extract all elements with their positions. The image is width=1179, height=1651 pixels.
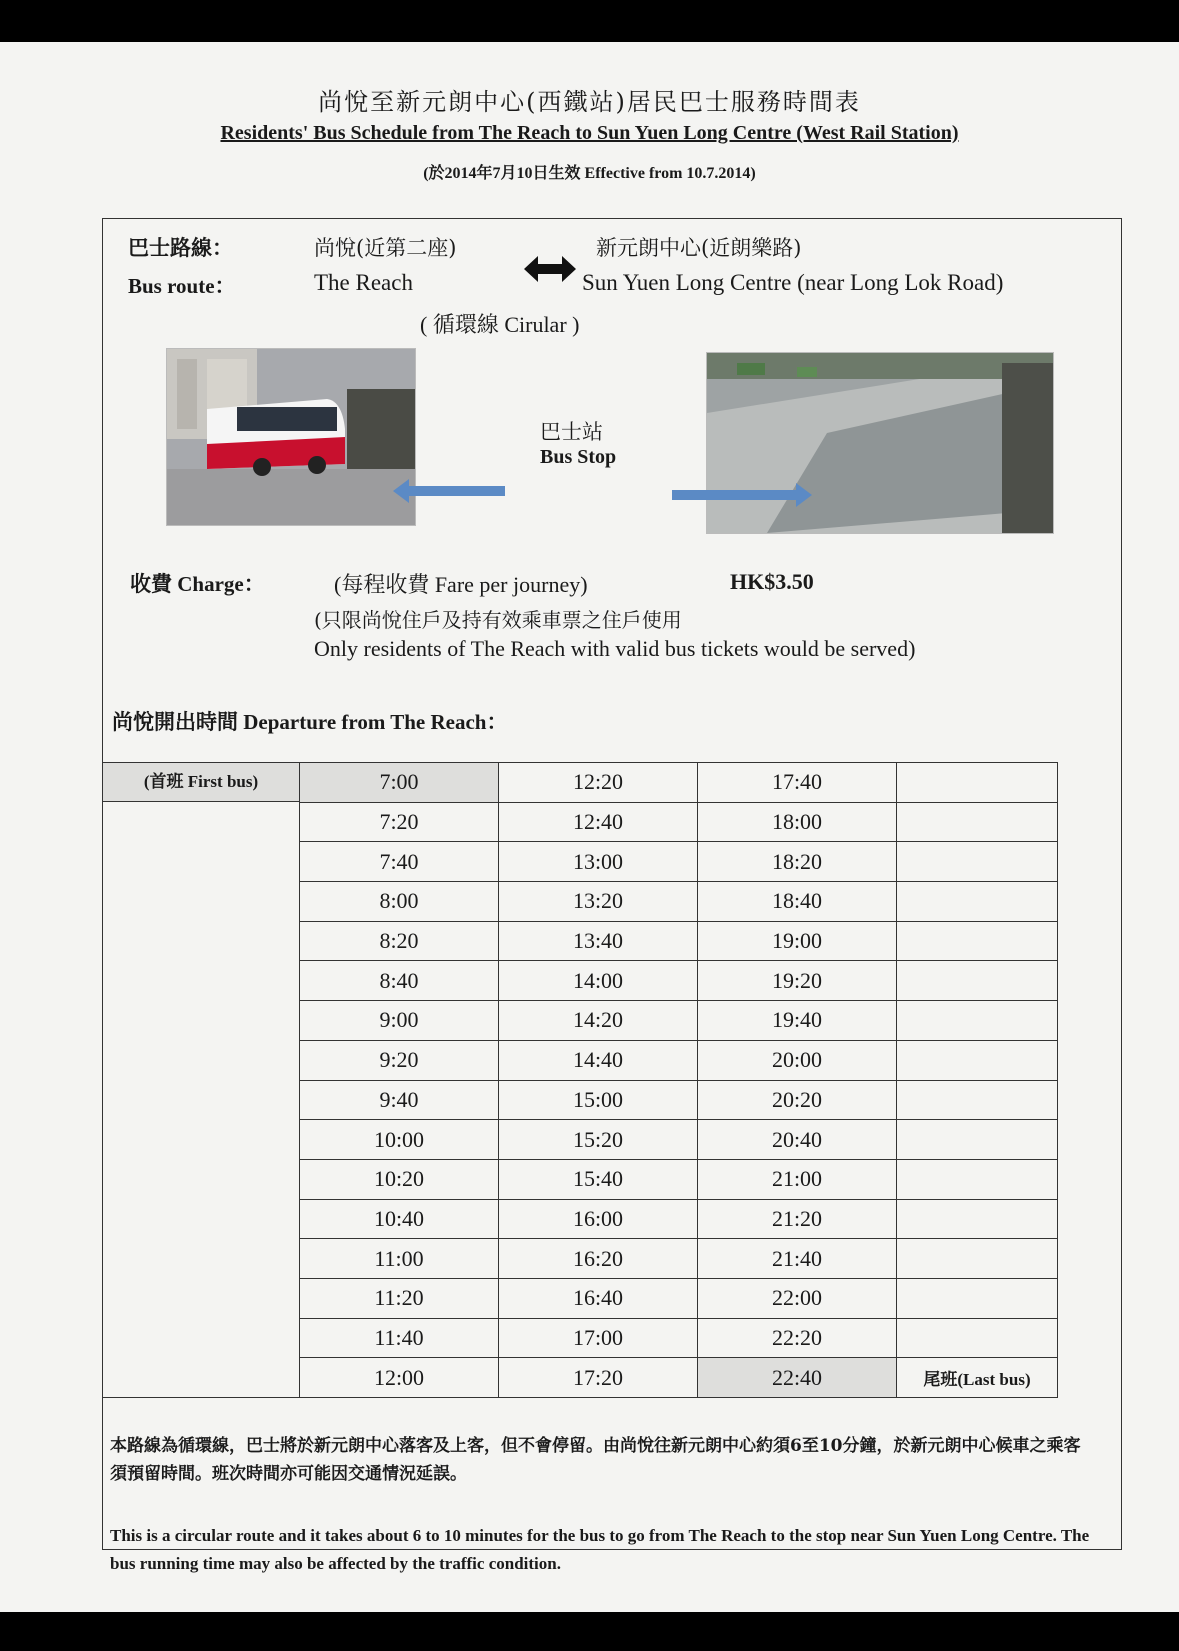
departure-heading: 尚悅開出時間 Departure from The Reach： <box>112 710 508 734</box>
departure-time-cell: 13:00 <box>499 842 698 882</box>
route-from-en: The Reach <box>314 270 413 295</box>
departure-time-cell: 8:00 <box>300 882 499 922</box>
departure-time-cell: 19:40 <box>698 1001 897 1041</box>
departure-time-cell: 17:40 <box>698 763 897 803</box>
route-from-zh: 尚悅(近第二座) <box>314 236 457 260</box>
bus-stop-label-zh: 巴士站 <box>540 420 603 444</box>
empty-cell <box>897 802 1058 842</box>
empty-cell <box>897 1199 1058 1239</box>
departure-time-cell: 14:00 <box>499 961 698 1001</box>
eligibility-note-en: Only residents of The Reach with valid bus tickets would be served) <box>314 636 916 661</box>
empty-cell <box>897 842 1058 882</box>
empty-cell <box>897 763 1058 803</box>
departure-time-cell: 15:20 <box>499 1120 698 1160</box>
departure-time-cell: 10:40 <box>300 1199 499 1239</box>
departure-time-cell: 22:20 <box>698 1318 897 1358</box>
empty-cell <box>897 1318 1058 1358</box>
empty-cell <box>897 961 1058 1001</box>
departure-time-cell: 15:40 <box>499 1159 698 1199</box>
empty-cell <box>897 882 1058 922</box>
departure-time-cell: 18:40 <box>698 882 897 922</box>
departure-time-cell: 9:40 <box>300 1080 499 1120</box>
title-english: Residents' Bus Schedule from The Reach to Sun Yuen Long Centre (West Rail Station) <box>220 122 959 144</box>
empty-cell <box>897 1080 1058 1120</box>
first-bus-column <box>103 763 300 1398</box>
departure-time-cell: 8:20 <box>300 921 499 961</box>
departure-time-cell: 8:40 <box>300 961 499 1001</box>
departure-time-cell: 17:20 <box>499 1358 698 1398</box>
route-label-zh: 巴士路線： <box>128 235 233 260</box>
departure-time-cell: 21:00 <box>698 1159 897 1199</box>
route-to-en: Sun Yuen Long Centre (near Long Lok Road) <box>582 270 1004 295</box>
departure-time-cell: 10:20 <box>300 1159 499 1199</box>
bus-photo <box>166 348 416 526</box>
empty-cell <box>897 1001 1058 1041</box>
fare-amount: HK$3.50 <box>730 569 814 594</box>
departure-time-cell: 18:00 <box>698 802 897 842</box>
eligibility-note-zh: (只限尚悅住戶及持有效乘車票之住戶使用 <box>314 608 682 632</box>
departure-time-cell: 19:20 <box>698 961 897 1001</box>
bus-stop-label-en: Bus Stop <box>540 446 617 468</box>
departure-time-cell: 10:00 <box>300 1120 499 1160</box>
departure-time-cell: 22:40 <box>698 1358 897 1398</box>
empty-cell <box>897 1120 1058 1160</box>
departure-time-cell: 20:40 <box>698 1120 897 1160</box>
fare-description: (每程收費 Fare per journey) <box>334 572 588 597</box>
empty-cell <box>897 1159 1058 1199</box>
route-circular: ( 循環線 Cirular ) <box>420 312 580 337</box>
departure-time-cell: 12:20 <box>499 763 698 803</box>
departure-time-cell: 20:00 <box>698 1040 897 1080</box>
empty-cell <box>897 1040 1058 1080</box>
departure-time-cell: 21:40 <box>698 1239 897 1279</box>
departure-time-cell: 14:40 <box>499 1040 698 1080</box>
departure-time-cell: 19:00 <box>698 921 897 961</box>
departure-time-cell: 11:40 <box>300 1318 499 1358</box>
footer-note-zh: 本路線為循環線，巴士將於新元朗中心落客及上客，但不會停留。由尚悅往新元朗中心約須6至10分鐘，於新元朗中心候車之乘客須預留時間。班次時間亦可能因交通情況延誤。 <box>110 1436 1081 1484</box>
table-row <box>103 763 1058 803</box>
route-label-en: Bus route： <box>128 274 236 298</box>
departure-time-cell: 13:20 <box>499 882 698 922</box>
empty-cell <box>897 921 1058 961</box>
empty-cell <box>897 1278 1058 1318</box>
charge-label: 收費 Charge： <box>130 572 265 596</box>
route-to-zh: 新元朗中心(近朗樂路) <box>596 236 802 260</box>
departure-time-cell: 15:00 <box>499 1080 698 1120</box>
title-chinese: 尚悅至新元朗中心(西鐵站)居民巴士服務時間表 <box>318 88 861 116</box>
departure-time-cell: 12:40 <box>499 802 698 842</box>
double-arrow-icon <box>524 254 576 284</box>
departure-time-cell: 9:00 <box>300 1001 499 1041</box>
empty-cell <box>897 1239 1058 1279</box>
departure-time-cell: 7:40 <box>300 842 499 882</box>
departure-time-cell: 16:40 <box>499 1278 698 1318</box>
last-bus-label: 尾班(Last bus) <box>897 1358 1058 1398</box>
first-bus-label: (首班 First bus) <box>103 763 299 802</box>
departure-time-cell: 18:20 <box>698 842 897 882</box>
departure-time-cell: 17:00 <box>499 1318 698 1358</box>
schedule-notice <box>0 42 1179 1612</box>
departure-time-cell: 7:00 <box>300 763 499 803</box>
departure-time-cell: 13:40 <box>499 921 698 961</box>
departure-time-cell: 11:00 <box>300 1239 499 1279</box>
departure-time-cell: 21:20 <box>698 1199 897 1239</box>
departure-time-cell: 9:20 <box>300 1040 499 1080</box>
departure-timetable <box>102 762 1058 1398</box>
departure-time-cell: 7:20 <box>300 802 499 842</box>
departure-time-cell: 20:20 <box>698 1080 897 1120</box>
departure-time-cell: 16:00 <box>499 1199 698 1239</box>
effective-date: (於2014年7月10日生效 Effective from 10.7.2014) <box>423 165 756 182</box>
arrow-right-icon <box>672 482 812 508</box>
departure-time-cell: 22:00 <box>698 1278 897 1318</box>
departure-time-cell: 11:20 <box>300 1278 499 1318</box>
footer-note-en: This is a circular route and it takes about 6 to 10 minutes for the bus to go from The Reach to the stop near Sun Yuen Long Centre. The bus running time may also be affected by the traffic condition. <box>110 1526 1090 1573</box>
departure-time-cell: 12:00 <box>300 1358 499 1398</box>
departure-time-cell: 16:20 <box>499 1239 698 1279</box>
departure-time-cell: 14:20 <box>499 1001 698 1041</box>
arrow-left-icon <box>393 478 505 504</box>
